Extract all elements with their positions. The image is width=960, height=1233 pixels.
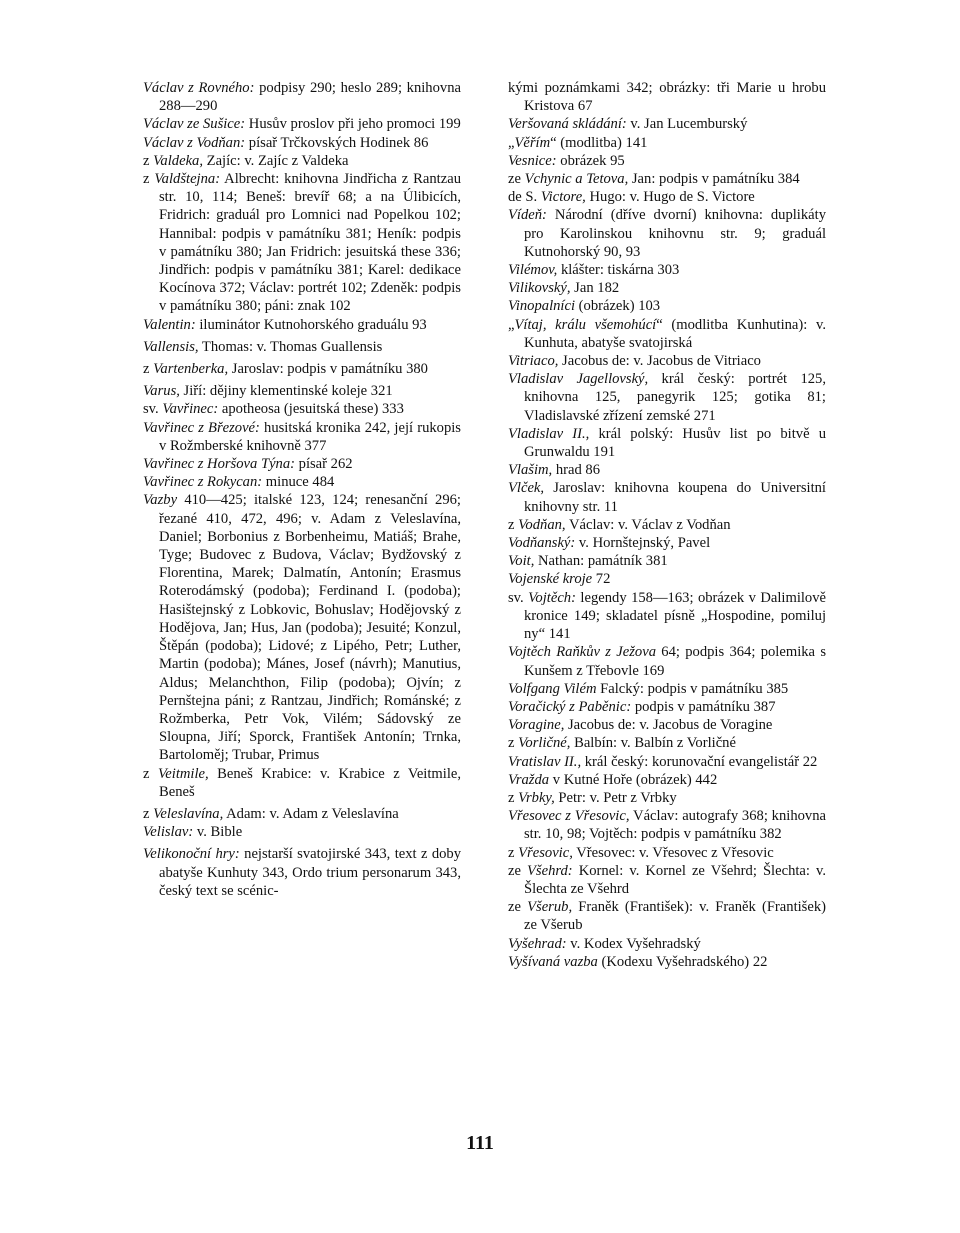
- index-entry: [508, 279, 826, 297]
- entry-heading: Voragine,: [508, 717, 565, 734]
- index-entry: [508, 570, 826, 588]
- entry-prefix: de S.: [508, 189, 541, 206]
- entry-text: obrázek 95: [556, 152, 625, 169]
- index-entry: [508, 753, 826, 771]
- entry-heading: Vřesovic,: [518, 844, 573, 861]
- index-entry: [143, 338, 461, 356]
- index-entry: [508, 844, 826, 862]
- index-column-left: [143, 79, 461, 900]
- entry-heading: Vojtěch:: [528, 589, 576, 606]
- entry-heading: Valdštejna:: [154, 171, 221, 188]
- index-entry: [143, 382, 461, 400]
- entry-text: Petr: v. Petr z Vrbky: [554, 789, 677, 806]
- entry-heading: Vorličné,: [518, 735, 571, 752]
- entry-text: Jan 182: [570, 280, 620, 297]
- entry-text: Husův proslov při jeho promoci 199: [245, 116, 461, 133]
- index-entry: [508, 170, 826, 188]
- entry-prefix: z: [508, 844, 519, 861]
- index-entry: [143, 316, 461, 334]
- entry-text: nejstarší svatojirské 343, text z doby abatyše Kunhuty 343, Ordo trium personarum 343, český text se scénic-: [159, 846, 462, 899]
- index-entry: [143, 823, 461, 841]
- index-entry: [508, 734, 826, 752]
- index-entry: [508, 643, 826, 679]
- entry-heading: Veitmile,: [157, 765, 209, 782]
- entry-heading: Victore,: [540, 189, 586, 206]
- index-entry: [508, 134, 826, 152]
- index-column-right: [508, 79, 826, 971]
- entry-heading: Vladislav Jagellovský,: [508, 371, 649, 388]
- index-entry: [143, 400, 461, 418]
- entry-heading: Vartenberka,: [153, 361, 229, 378]
- index-entry: [508, 898, 826, 934]
- index-entry: [143, 845, 461, 900]
- index-entry: [508, 206, 826, 261]
- entry-heading: Vitriaco,: [508, 353, 559, 370]
- entry-text: Václav: v. Václav z Vodňan: [565, 516, 731, 533]
- index-entry: [143, 473, 461, 491]
- entry-heading: Vlček,: [508, 480, 545, 497]
- index-entry: [508, 552, 826, 570]
- entry-text: Balbín: v. Balbín z Vorličné: [570, 735, 736, 752]
- entry-heading: Vojenské kroje: [508, 571, 593, 588]
- entry-text: Nathan: památník 381: [534, 553, 668, 570]
- entry-prefix: z: [508, 516, 519, 533]
- entry-text: Falcký: podpis v památníku 385: [596, 680, 789, 697]
- index-entry: [508, 516, 826, 534]
- entry-heading: Vídeň:: [508, 207, 547, 224]
- entry-text: 72: [592, 571, 611, 588]
- entry-heading: Všehrd:: [527, 862, 573, 879]
- index-entry: [143, 805, 461, 823]
- entry-text: Zajíc: v. Zajíc z Valdeka: [203, 152, 349, 169]
- entry-prefix: ze: [508, 171, 525, 188]
- entry-heading: Veleslavína,: [153, 805, 224, 822]
- entry-text: klášter: tiskárna 303: [557, 262, 680, 279]
- entry-heading: Vavřinec z Horšova Týna:: [143, 456, 295, 473]
- entry-heading: Vodňan,: [518, 516, 566, 533]
- entry-text: “ (modlitba Kunhutina): v. Kunhuta, abatyše svatojirská: [524, 316, 826, 351]
- index-entry: [143, 79, 461, 115]
- entry-heading: Všerub,: [527, 899, 573, 916]
- entry-prefix: ze: [508, 899, 528, 916]
- entry-text: 64; podpis 364; polemika s Kunšem z Třebovle 169: [524, 644, 826, 679]
- entry-heading: Vilémov,: [508, 262, 558, 279]
- entry-text: Jaroslav: podpis v památníku 380: [228, 361, 428, 378]
- entry-text: Hugo: v. Hugo de S. Victore: [585, 189, 755, 206]
- entry-text: v Kutné Hoře (obrázek) 442: [549, 771, 718, 788]
- index-entry: [508, 79, 826, 115]
- index-entry: [143, 134, 461, 152]
- entry-heading: Vodňanský:: [508, 535, 576, 552]
- entry-prefix: z: [143, 805, 154, 822]
- entry-text: Jan: podpis v památníku 384: [628, 171, 800, 188]
- entry-text: v. Bible: [193, 824, 243, 841]
- entry-text: (obrázek) 103: [575, 298, 661, 315]
- entry-prefix: ze: [508, 862, 527, 879]
- entry-text: v. Kodex Vyšehradský: [566, 935, 701, 952]
- entry-text: hrad 86: [552, 462, 601, 479]
- entry-text: v. Jan Lucemburský: [626, 116, 748, 133]
- entry-heading: Varus,: [143, 383, 180, 400]
- page-number: 111: [466, 1132, 494, 1154]
- entry-text: písař 262: [295, 456, 353, 473]
- entry-prefix: sv.: [508, 589, 529, 606]
- index-entry: [508, 935, 826, 953]
- entry-heading: Vratislav II.,: [508, 753, 582, 770]
- index-entry: [508, 352, 826, 370]
- entry-heading: Vítaj, králu všemohúcí: [514, 316, 657, 333]
- entry-text: Václav: autografy 368; knihovna str. 10, 98; Vojtěch: podpis v památníku 382: [524, 808, 826, 843]
- entry-heading: Vavřinec z Březové:: [143, 419, 260, 436]
- entry-text: Albrecht: knihovna Jindřicha z Rantzau str. 10, 114; Beneš: brevíř 68; a na Úlibicích, Fridrich: graduál pro Lomnici nad Popelkou 102; Hannibal: podpis v památníku 381; Heník: podpis v památníku 380; Jan Fridrich: jesuitská these 336; Jindřich: podpis v památníku 381; Karel: dedikace Kocínova 372; Václav: portrét 102; Zdeněk: podpis v památníku 380; páni: znak 102: [159, 171, 461, 315]
- entry-text: “ (modlitba) 141: [550, 134, 648, 151]
- entry-text: apotheosa (jesuitská these) 333: [218, 401, 404, 418]
- entry-text: Vřesovec: v. Vřesovec z Vřesovic: [572, 844, 774, 861]
- entry-text: Franěk (František): v. Franěk (František) ze Všerub: [524, 899, 826, 934]
- entry-text: Jaroslav: knihovna koupena do Universitní knihovny str. 11: [524, 480, 826, 515]
- entry-text: podpis v památníku 387: [631, 698, 776, 715]
- index-entry: [508, 789, 826, 807]
- entry-text: král český: korunovační evangelistář 22: [581, 753, 818, 770]
- index-entry: [143, 170, 461, 316]
- entry-heading: Václav z Vodňan:: [143, 134, 246, 151]
- entry-text: Thomas: v. Thomas Guallensis: [198, 338, 383, 355]
- entry-prefix: z: [143, 361, 154, 378]
- entry-heading: Vavřinec z Rokycan:: [143, 474, 263, 491]
- entry-heading: Vyšehrad:: [508, 935, 567, 952]
- entry-heading: Veršovaná skládání:: [508, 116, 627, 133]
- entry-text: Jiří: dějiny klementinské koleje 321: [179, 383, 393, 400]
- index-entry: [508, 188, 826, 206]
- index-entry: [508, 589, 826, 644]
- entry-prefix: z: [508, 735, 519, 752]
- entry-heading: Volfgang Vilém: [508, 680, 597, 697]
- entry-text: husitská kronika 242, její rukopis v Rožmberské knihovně 377: [159, 419, 461, 454]
- entry-text: iluminátor Kutnohorského graduálu 93: [195, 316, 427, 333]
- entry-heading: Václav ze Sušice:: [143, 116, 246, 133]
- index-entry: [508, 316, 826, 352]
- index-entry: [508, 261, 826, 279]
- index-entry: [508, 698, 826, 716]
- entry-text: Beneš Krabice: v. Krabice z Veitmile, Beneš: [159, 765, 461, 800]
- entry-text: (Kodexu Vyšehradského) 22: [597, 953, 768, 970]
- index-entry: [508, 425, 826, 461]
- index-entry: [143, 419, 461, 455]
- index-entry: [508, 115, 826, 133]
- entry-prefix: sv.: [143, 401, 163, 418]
- entry-heading: Vražda: [508, 771, 550, 788]
- entry-heading: Vyšívaná vazba: [508, 953, 598, 970]
- entry-text: legendy 158—163; obrázek v Dalimilově kronice 149; skladatel písně „Hospodine, pomiluj ny“ 141: [524, 589, 826, 643]
- index-entry: [143, 455, 461, 473]
- index-entry: [143, 765, 461, 801]
- entry-heading: Voit,: [508, 553, 535, 570]
- index-entry: [508, 771, 826, 789]
- entry-text: písař Trčkovských Hodinek 86: [245, 134, 429, 151]
- entry-text: kými poznámkami 342; obrázky: tři Marie u hrobu Kristova 67: [508, 80, 826, 115]
- entry-heading: Vojtěch Raňkův z Ježova: [508, 644, 656, 661]
- index-entry: [508, 370, 826, 425]
- entry-heading: Vlašim,: [508, 462, 553, 479]
- index-entry: [508, 807, 826, 843]
- entry-text: Adam: v. Adam z Veleslavína: [223, 805, 399, 822]
- entry-heading: Vilikovský,: [508, 280, 571, 297]
- index-entry: [508, 680, 826, 698]
- index-entry: [143, 115, 461, 133]
- entry-prefix: z: [143, 152, 154, 169]
- entry-prefix: „: [508, 134, 515, 151]
- entry-heading: Vladislav II.,: [508, 425, 590, 442]
- entry-heading: Vesnice:: [508, 152, 557, 169]
- entry-prefix: z: [143, 171, 155, 188]
- index-entry: [508, 862, 826, 898]
- entry-text: podpisy 290; heslo 289; knihovna 288—290: [159, 80, 461, 115]
- entry-text: Kornel: v. Kornel ze Všehrd; Šlechta: v. Šlechta ze Všehrd: [524, 862, 826, 897]
- index-entry: [143, 152, 461, 170]
- index-entry: [143, 491, 461, 764]
- entry-heading: Valdeka,: [153, 152, 203, 169]
- entry-heading: Věřím: [514, 134, 551, 151]
- index-entry: [143, 360, 461, 378]
- entry-heading: Velislav:: [143, 824, 194, 841]
- entry-heading: Václav z Rovného:: [143, 80, 255, 96]
- entry-heading: Vrbky,: [518, 789, 555, 806]
- entry-heading: Vinopalníci: [508, 298, 576, 315]
- entry-heading: Vřesovec z Vřesovic,: [508, 808, 630, 825]
- index-entry: [508, 461, 826, 479]
- index-entry: [508, 152, 826, 170]
- entry-text: Národní (dříve dvorní) knihovna: duplikáty pro Karolinskou knihovnu str. 9; graduál Kutnohorský 90, 93: [524, 207, 826, 260]
- entry-heading: Vazby: [143, 492, 178, 509]
- entry-heading: Vchynic a Tetova,: [524, 171, 629, 188]
- entry-text: král český: portrét 125, knihovna 125, panegyrik 125; gotika 81; Vladislavské zřízení zemské 271: [524, 371, 826, 424]
- entry-heading: Vavřinec:: [162, 401, 219, 418]
- entry-text: v. Hornštejnský, Pavel: [575, 535, 711, 552]
- entry-heading: Voračický z Paběnic:: [508, 698, 632, 715]
- entry-prefix: z: [143, 765, 158, 782]
- index-entry: [508, 479, 826, 515]
- entry-heading: Valentin:: [143, 316, 196, 333]
- entry-prefix: z: [508, 789, 519, 806]
- entry-text: Jacobus de: v. Jacobus de Voragine: [564, 717, 773, 734]
- entry-text: minuce 484: [262, 474, 335, 491]
- entry-text: Jacobus de: v. Jacobus de Vitriaco: [558, 353, 761, 370]
- index-entry: [508, 297, 826, 315]
- index-entry: [508, 953, 826, 971]
- entry-text: král polský: Husův list po bitvě u Grunwaldu 191: [524, 425, 826, 461]
- entry-heading: Velikonoční hry:: [143, 846, 240, 863]
- index-entry: [508, 716, 826, 734]
- index-entry: [508, 534, 826, 552]
- entry-text: 410—425; italské 123, 124; renesanční 296; řezané 410, 472, 496; v. Adam z Veleslavína, Daniel; Borbonius z Borbenheimu, Matiáš; Brahe, Tyge; Budovec z Budova, Václav; Bydžovský z Florentina, Marek; Dalmatín, Antonín; Erasmus Roterodámský (podoba); Ferdinand I. (podoba); Hasištejnský z Lobkovic, Bohuslav; Hodějovský z Hodějova, Jan; Hus, Jan (podoba); Jesuité; Konzul, Štěpán (podoba); Lidové; z Lipého, Petr; Luther, Martin (podoba); Mánes, Josef (návrh); Manutius, Aldus; Melanchthon, Filip (podoba); Ojvín; z Pernštejna páni; z Rantzau, Jindřich; Románské; z Rožmberka, Petr Vok, Vilém; Sádovský ze Sloupna, Jiří; Sporck, František Antonín; Trnka, Bartoloměj; Trubar, Primus: [159, 492, 461, 764]
- entry-heading: Vallensis,: [143, 338, 199, 355]
- entry-prefix: „: [508, 316, 515, 333]
